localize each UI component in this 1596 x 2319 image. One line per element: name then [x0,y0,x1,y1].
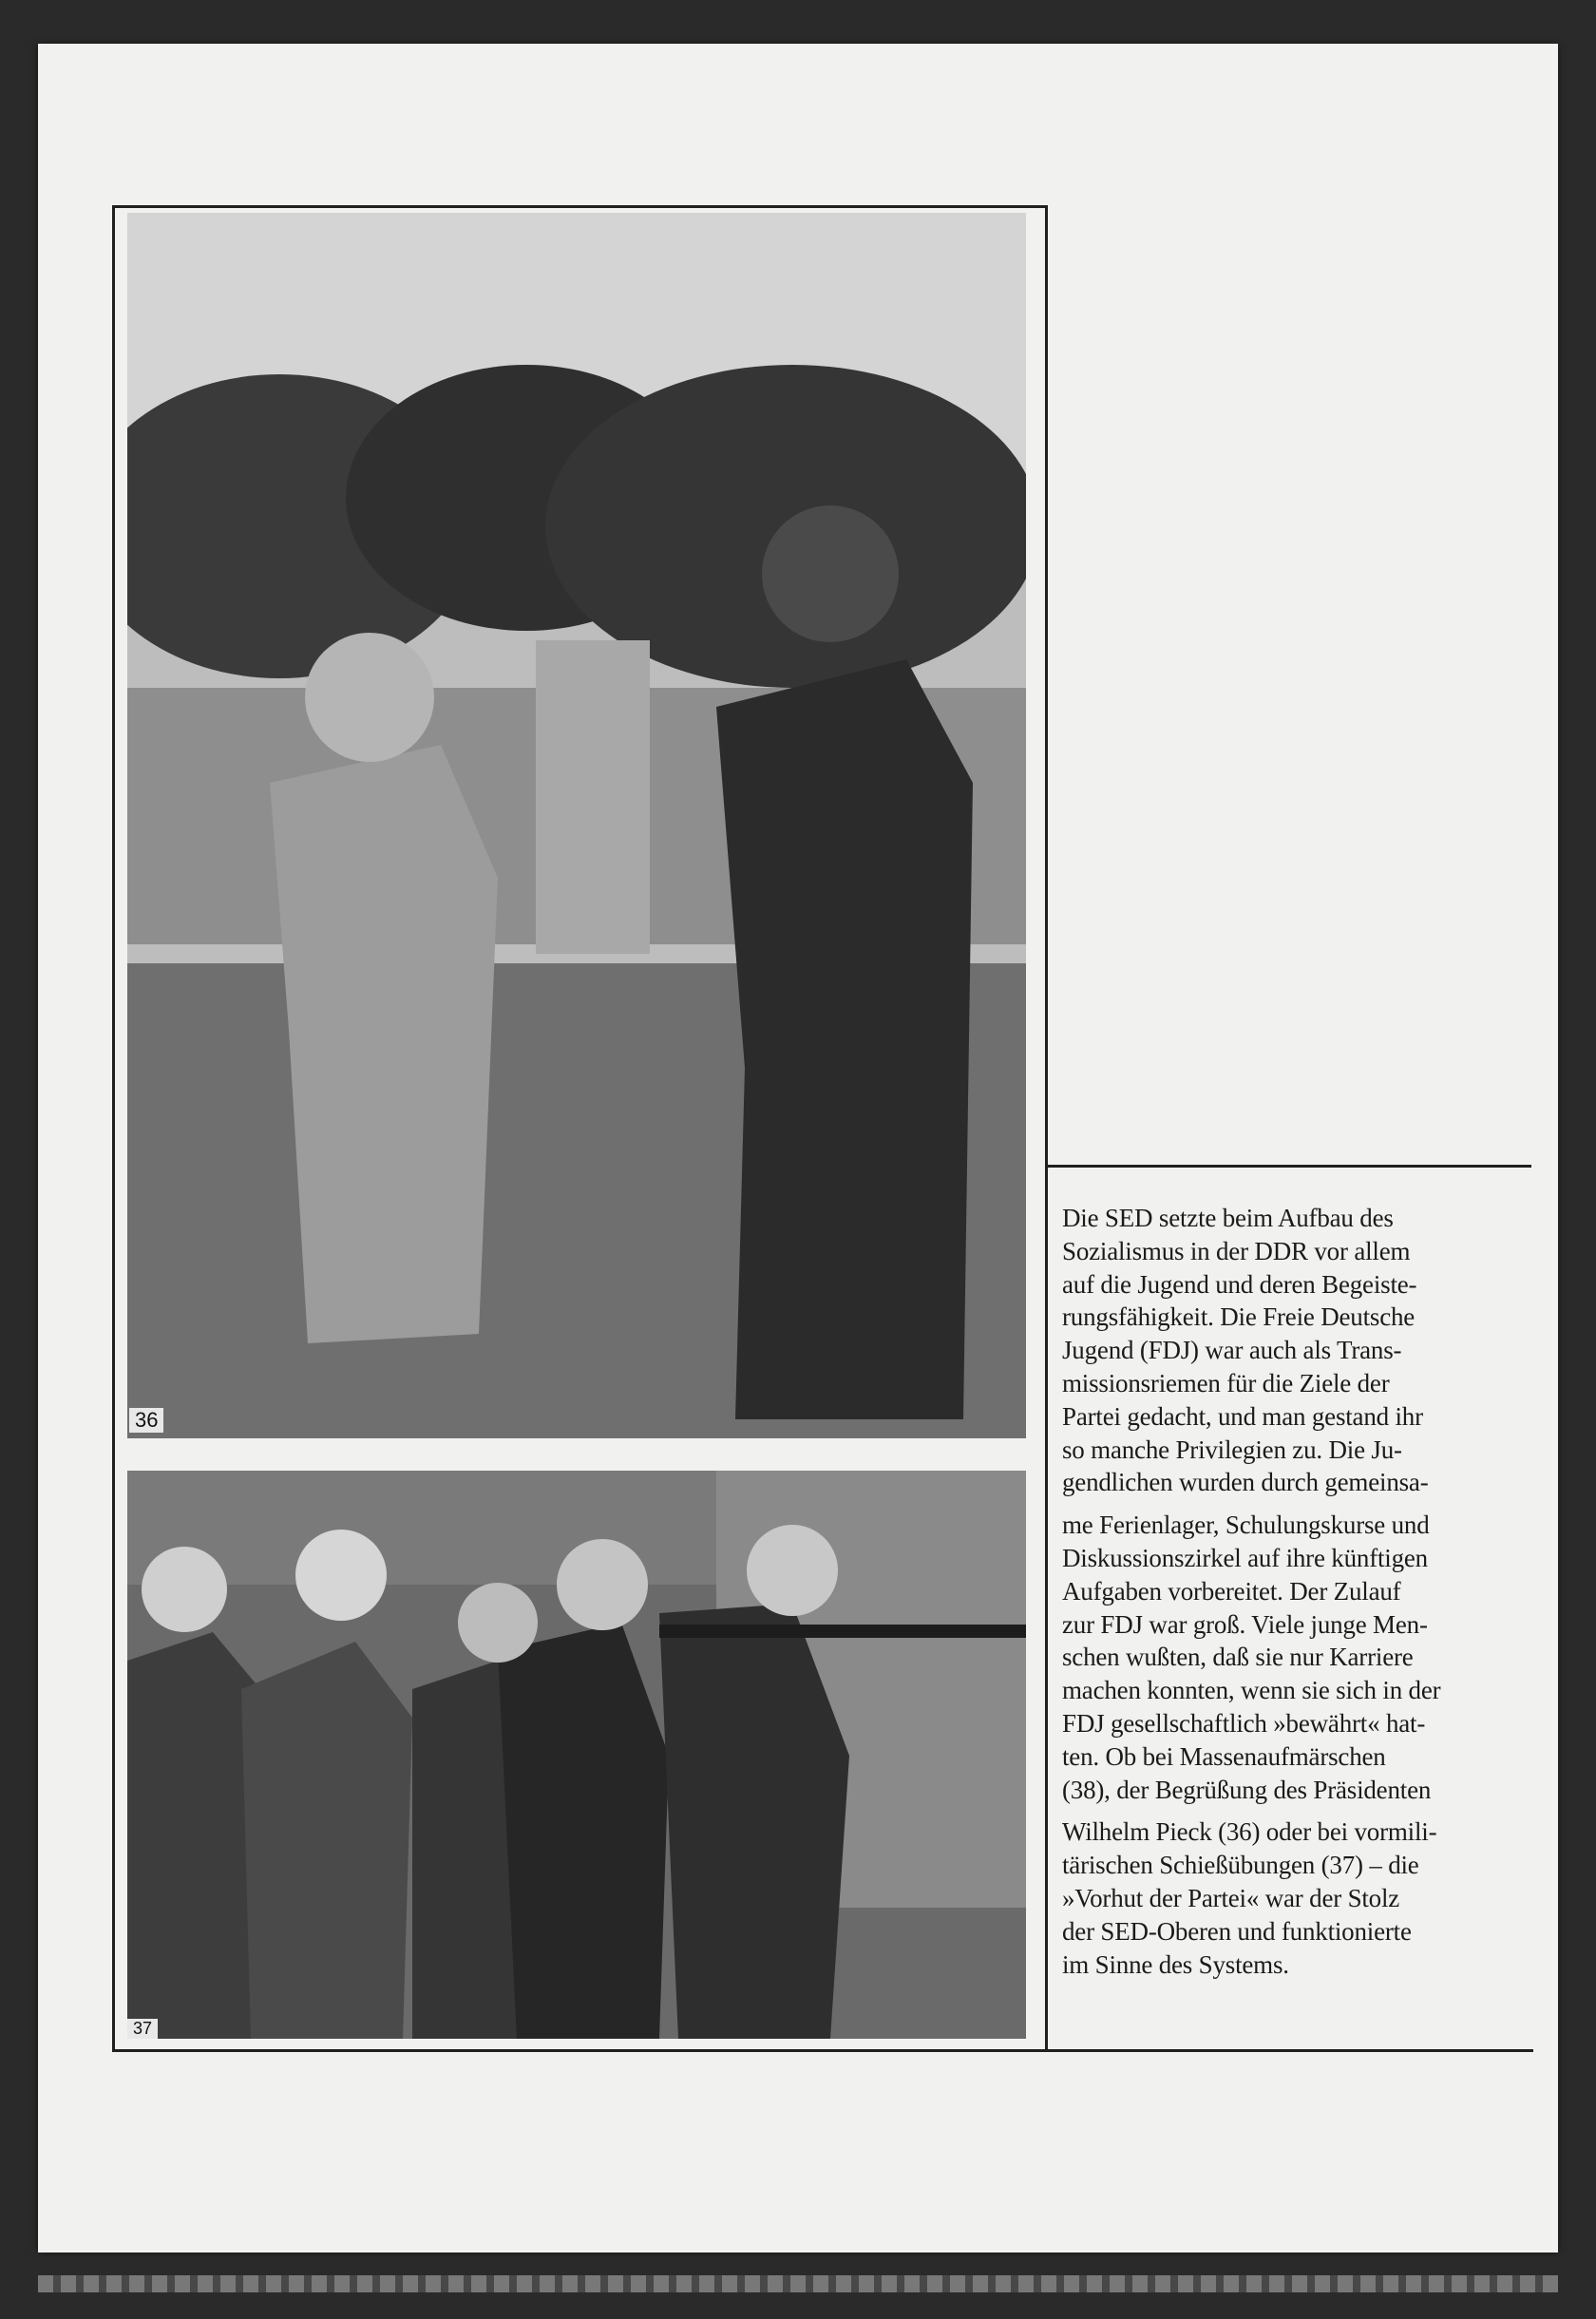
caption-line: Jugend (FDJ) war auch als Trans- [1062,1336,1402,1365]
caption-line: »Vorhut der Partei« war der Stolz [1062,1883,1400,1912]
caption-line: Diskussionszirkel auf ihre künftigen [1062,1543,1428,1572]
photo-36-image [127,213,1026,1438]
caption-line: FDJ gesellschaftlich »bewährt« hat- [1062,1708,1426,1738]
caption-line: (38), der Begrüßung des Präsidenten [1062,1775,1432,1804]
frame-right-rule [1045,205,1048,2052]
frame-bottom-rule [112,2049,1533,2052]
caption-line: Sozialismus in der DDR vor allem [1062,1236,1411,1265]
photo-36 [127,213,1026,1438]
caption-line: ten. Ob bei Massenaufmärschen [1062,1741,1386,1771]
frame-top-rule [112,205,1048,208]
caption-paragraph-1 [1062,1202,1556,1499]
caption-paragraph-2 [1062,1509,1556,1806]
photo-36-number: 36 [129,1408,163,1433]
caption-line: Wilhelm Pieck (36) oder bei vormili- [1062,1817,1437,1847]
caption-line: gendlichen wurden durch gemeinsa- [1062,1468,1429,1497]
caption-line: im Sinne des Systems. [1062,1949,1289,1979]
caption-line: auf die Jugend und deren Begeiste- [1062,1269,1417,1299]
caption-line: missionsriemen für die Ziele der [1062,1368,1390,1397]
caption-line: machen konnten, wenn sie sich in der [1062,1676,1441,1705]
caption-line: tärischen Schießübungen (37) – die [1062,1851,1419,1880]
photo-37 [127,1471,1026,2039]
caption-line: Aufgaben vorbereitet. Der Zulauf [1062,1576,1401,1606]
caption-line: der SED-Oberen und funktionierte [1062,1916,1412,1946]
caption-line: so manche Privilegien zu. Die Ju- [1062,1435,1402,1464]
binder-strip [38,2275,1558,2292]
frame-left-rule [112,205,115,2052]
caption-line: schen wußten, daß sie nur Karriere [1062,1643,1414,1672]
caption-line: zur FDJ war groß. Viele junge Men- [1062,1609,1428,1639]
caption-line: Die SED setzte beim Aufbau des [1062,1204,1394,1232]
caption-paragraph-3 [1062,1815,1556,1981]
caption-line: rungsfähigkeit. Die Freie Deutsche [1062,1302,1416,1332]
photo-37-number: 37 [127,2019,158,2039]
caption-text [1062,1202,1556,1990]
caption-line: me Ferienlager, Schulungskurse und [1062,1511,1430,1540]
caption-line: Partei gedacht, und man gestand ihr [1062,1401,1423,1431]
caption-top-rule [1045,1165,1531,1168]
photo-37-image [127,1471,1026,2039]
